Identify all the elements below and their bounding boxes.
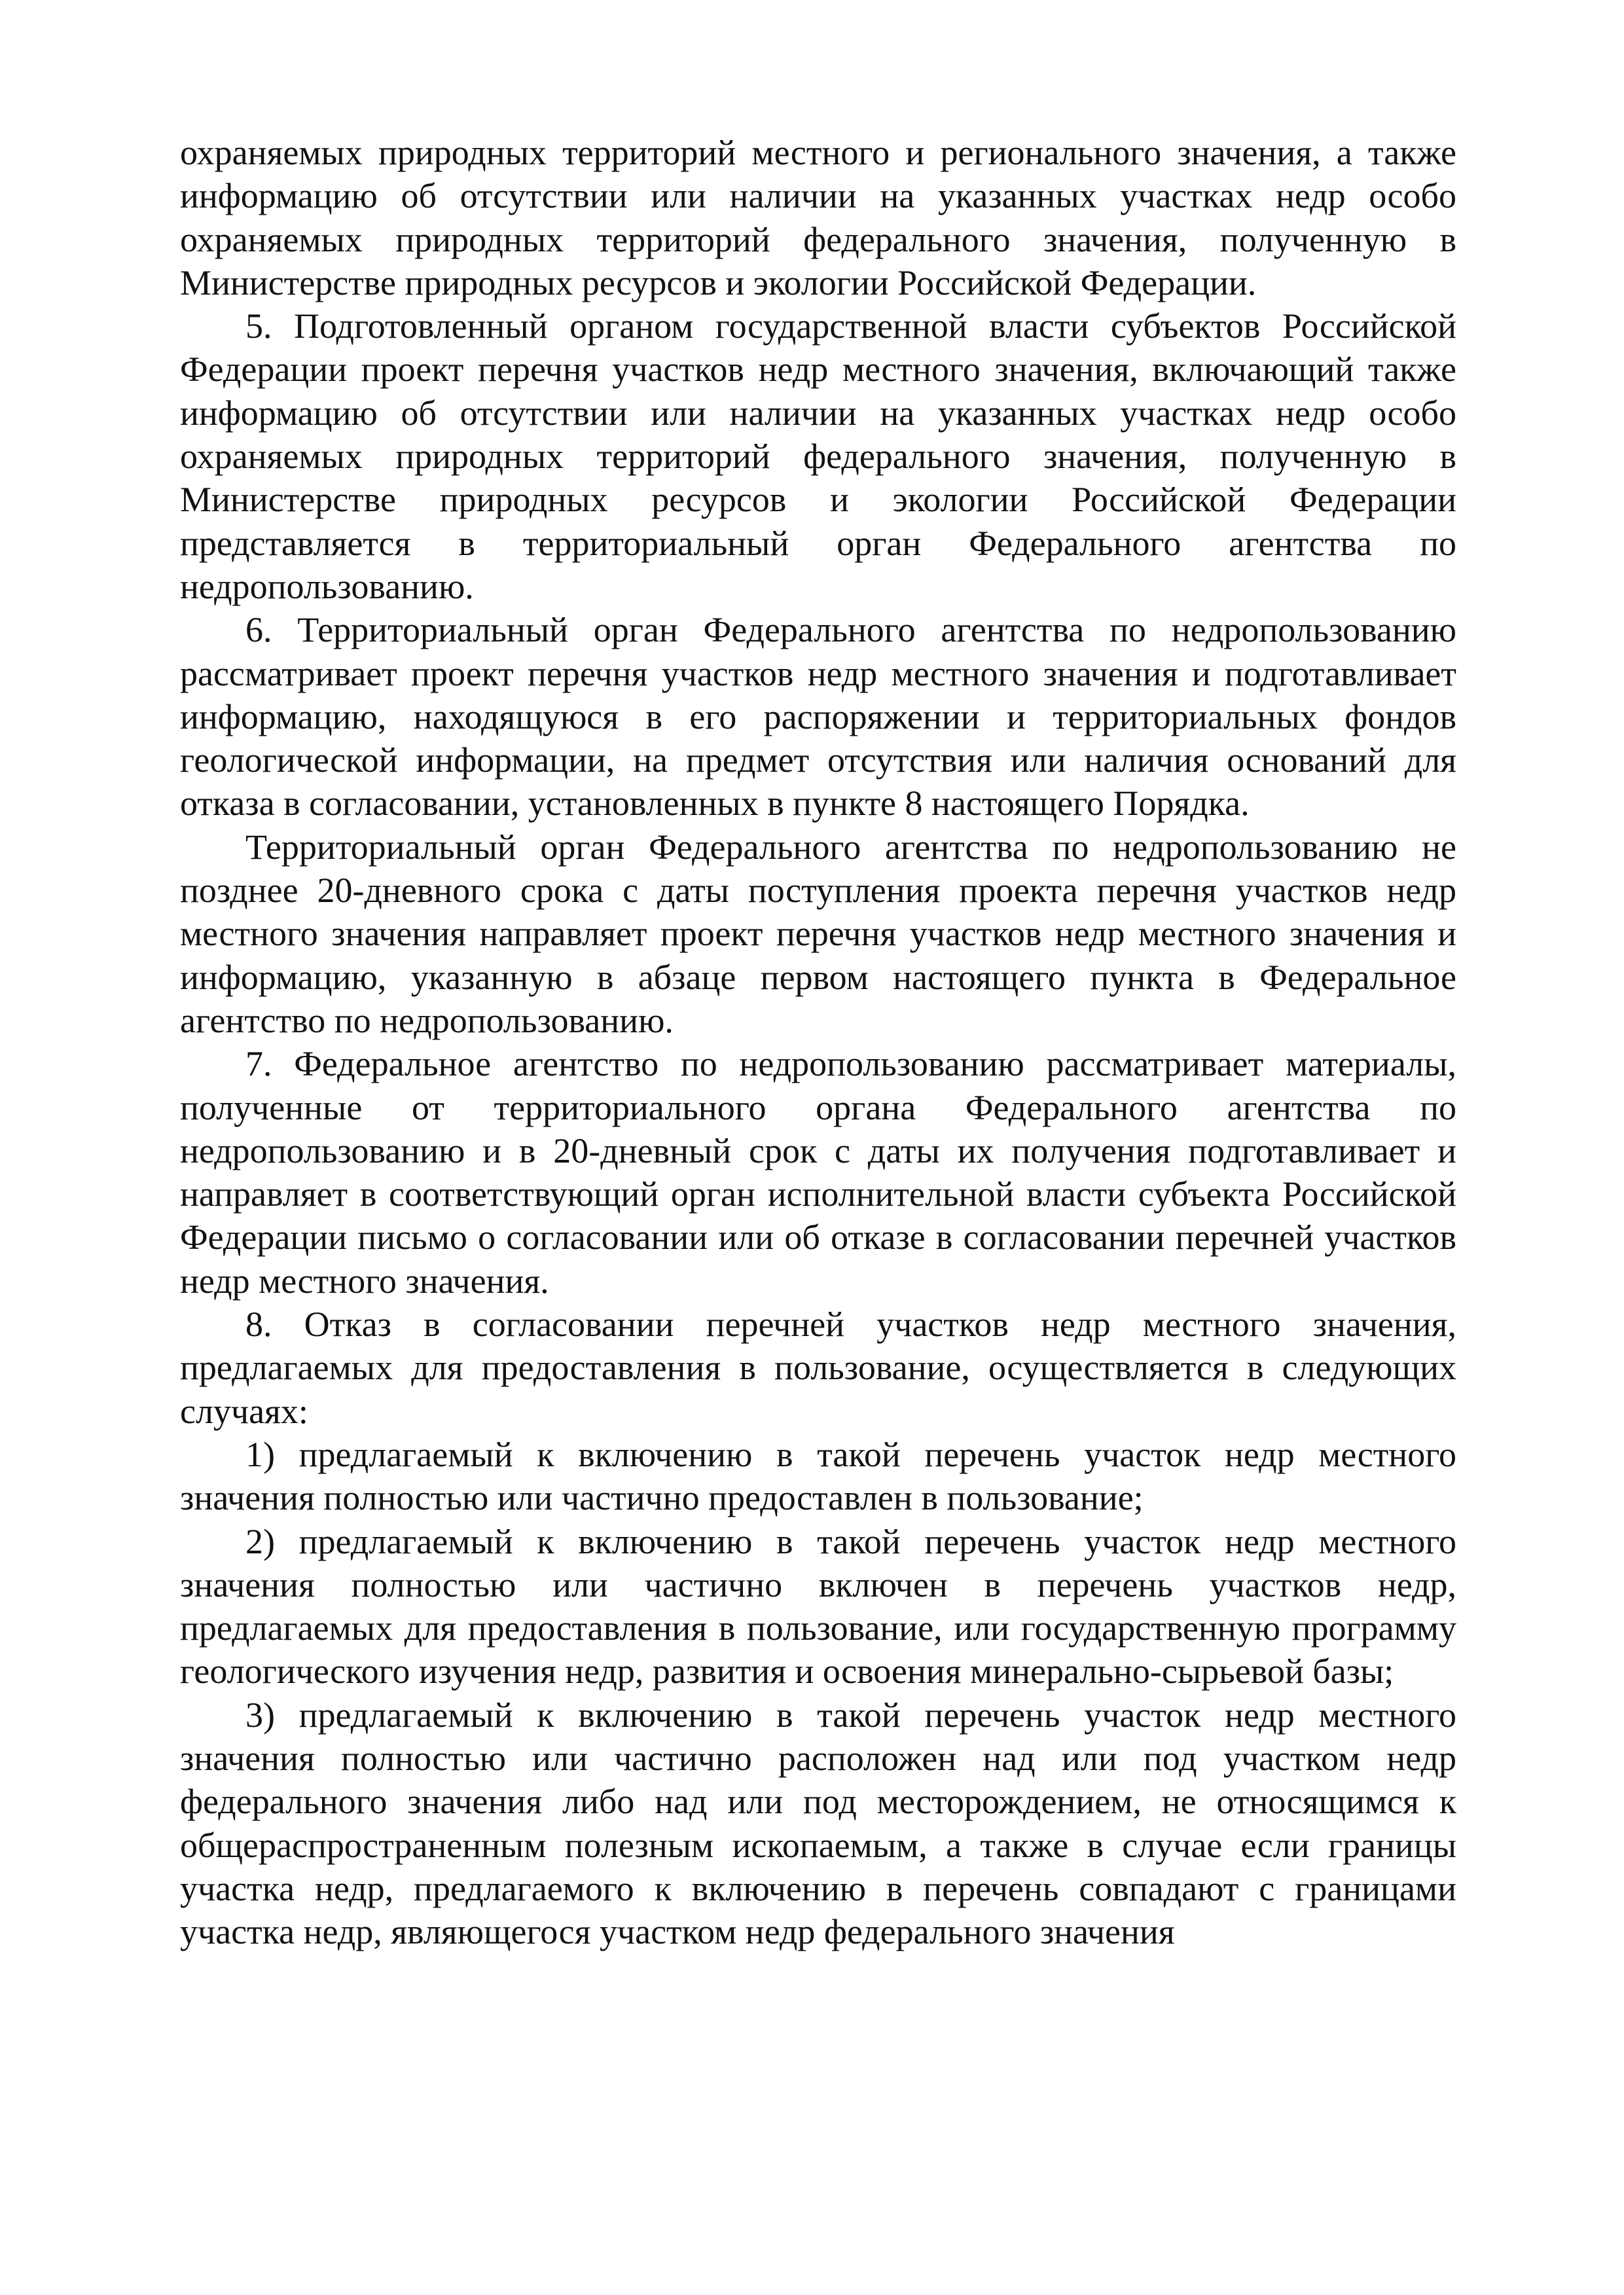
paragraph-subitem-1: 1) предлагаемый к включению в такой перечень участок недр местного значения полностью или частично предоставлен в пользование; xyxy=(180,1434,1456,1518)
paragraph-item-6-second: Территориальный орган Федерального агентства по недропользованию не позднее 20-дневного срока с даты поступления проекта перечня участков недр местного значения направляет проект перечня участков недр местного значения и информацию, указанную в абзаце первом настоящего пункта в Федеральное агентство по недропользованию. xyxy=(180,827,1456,1040)
document-body xyxy=(180,131,1456,1953)
paragraph-item-7: 7. Федеральное агентство по недропользованию рассматривает материалы, полученные от территориального органа Федерального агентства по недропользованию и в 20-дневный срок с даты их получения подготавливает и направляет в соответствующий орган исполнительной власти субъекта Российской Федерации письмо о согласовании или об отказе в согласовании перечней участков недр местного значения. xyxy=(180,1044,1456,1301)
paragraph-subitem-2: 2) предлагаемый к включению в такой перечень участок недр местного значения полностью или частично включен в перечень участков недр, предлагаемых для предоставления в пользование, или государственную программу геологического изучения недр, развития и освоения минерально-сырьевой базы; xyxy=(180,1521,1456,1691)
paragraph-item-5: 5. Подготовленный органом государственной власти субъектов Российской Федерации проект перечня участков недр местного значения, включающий также информацию об отсутствии или наличии на указанных участках недр особо охраняемых природных территорий федерального значения, полученную в Министерстве природных ресурсов и экологии Российской Федерации представляется в территориальный орган Федерального агентства по недропользованию. xyxy=(180,306,1456,606)
paragraph-subitem-3: 3) предлагаемый к включению в такой перечень участок недр местного значения полностью или частично расположен над или под участком недр федерального значения либо над или под месторождением, не относящимся к общераспространенным полезным ископаемым, а также в случае если границы участка недр, предлагаемого к включению в перечень совпадают с границами участка недр, являющегося участком недр федерального значения xyxy=(180,1695,1456,1952)
paragraph-continuation: охраняемых природных территорий местного и регионального значения, а также информацию об отсутствии или наличии на указанных участках недр особо охраняемых природных территорий федерального значения, полученную в Министерстве природных ресурсов и экологии Российской Федерации. xyxy=(180,133,1456,302)
paragraph-item-8: 8. Отказ в согласовании перечней участков недр местного значения, предлагаемых для предоставления в пользование, осуществляется в следующих случаях: xyxy=(180,1305,1456,1431)
paragraph-item-6: 6. Территориальный орган Федерального агентства по недропользованию рассматривает проект перечня участков недр местного значения и подготавливает информацию, находящуюся в его распоряжении и территориальных фондов геологической информации, на предмет отсутствия или наличия оснований для отказа в согласовании, установленных в пункте 8 настоящего Порядка. xyxy=(180,610,1456,823)
